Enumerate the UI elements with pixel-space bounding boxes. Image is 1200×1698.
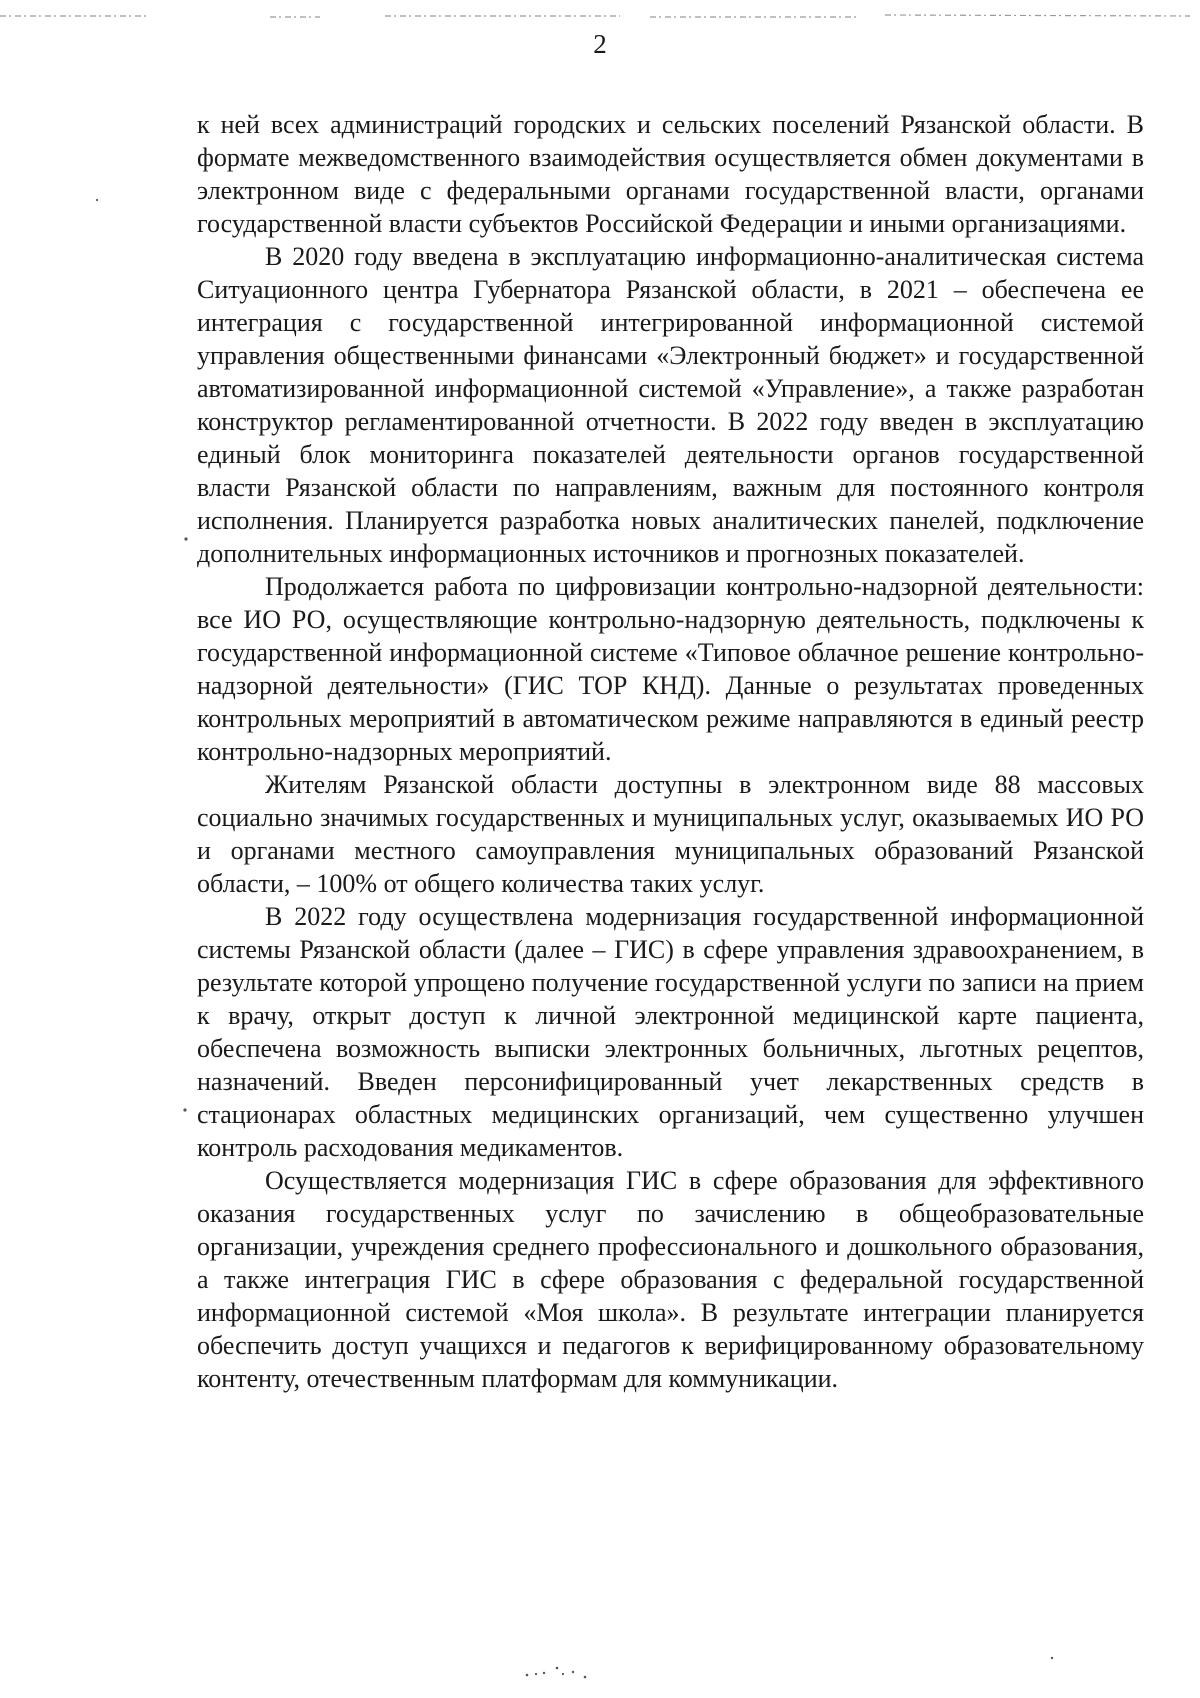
paragraph-healthcare-gis: В 2022 году осуществлена модернизация государственной информационной системы Рязанской области (далее – ГИС) в сфере управления здравоохранением, в результате которой упрощено получение государственной услуги по записи на прием к врачу, открыт доступ к личной электронной медицинской карте пациента, обеспечена возможность выписки электронных больничных, льготных рецептов, назначений. Введен персонифицированный учет лекарственных средств в стационарах областных медицинских организаций, чем существенно улучшен контроль расходования медикаментов. bbox=[197, 902, 1144, 1162]
paragraph-situational-center: В 2020 году введена в эксплуатацию информационно-аналитическая система Ситуационного центра Губернатора Рязанской области, в 2021 – обеспечена ее интеграция с государственной интегрированной информационной системой управления общественными финансами «Электронный бюджет» и государственной автоматизированной информационной системой «Управление», а также разработан конструктор регламентированной отчетности. В 2022 году введен в эксплуатацию единый блок мониторинга показателей деятельности органов государственной власти Рязанской области по направлениям, важным для постоянного контроля исполнения. Планируется разработка новых аналитических панелей, подключение дополнительных информационных источников и прогнозных показателей. bbox=[197, 242, 1144, 568]
paragraph-education-gis: Осуществляется модернизация ГИС в сфере образования для эффективного оказания государственных услуг по зачислению в общеобразовательные организации, учреждения среднего профессионального и дошкольного образования, а также интеграция ГИС в сфере образования с федеральной государственной информационной системой «Моя школа». В результате интеграции планируется обеспечить доступ учащихся и педагогов к верифицированному образовательному контенту, отечественным платформам для коммуникации. bbox=[197, 1166, 1144, 1393]
document-body bbox=[197, 108, 1144, 1395]
page-number: 2 bbox=[593, 29, 607, 59]
paragraph-electronic-services: Жителям Рязанской области доступны в электронном виде 88 массовых социально значимых государственных и муниципальных услуг, оказываемых ИО РО и органами местного самоуправления муниципальных образований Рязанской области, – 100% от общего количества таких услуг. bbox=[197, 770, 1144, 898]
paragraph-control-supervision: Продолжается работа по цифровизации контрольно-надзорной деятельности: все ИО РО, осуществляющие контрольно-надзорную деятельность, подключены к государственной информационной системе «Типовое облачное решение контрольно-надзорной деятельности» (ГИС ТОР КНД). Данные о результатах проведенных контрольных мероприятий в автоматическом режиме направляются в единый реестр контрольно-надзорных мероприятий. bbox=[197, 572, 1144, 766]
scan-edge-artifacts bbox=[0, 0, 1200, 30]
paragraph-continuation: к ней всех администраций городских и сельских поселений Рязанской области. В формате межведомственного взаимодействия осуществляется обмен документами в электронном виде с федеральными органами государственной власти, органами государственной власти субъектов Российской Федерации и иными организациями. bbox=[197, 110, 1144, 238]
